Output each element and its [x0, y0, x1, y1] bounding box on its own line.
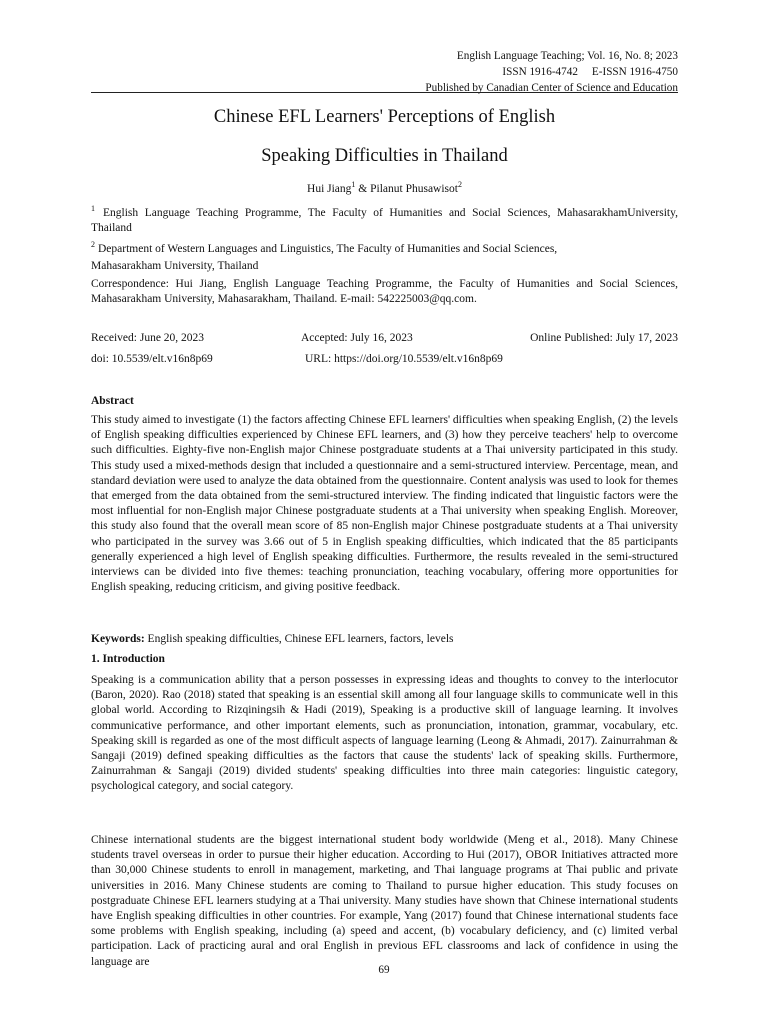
author-separator: &	[355, 182, 371, 195]
paper-title-line-1: Chinese EFL Learners' Perceptions of English	[213, 107, 556, 127]
keywords-label: Keywords:	[91, 633, 145, 645]
affiliation-mark: 2	[91, 240, 95, 249]
correspondence: Correspondence: Hui Jiang, English Language Teaching Programme, the Faculty of Humanities and Social Sciences, Mahasarakham University, Mahasarakham, Thailand. E-mail: 542225003@qq.com.	[91, 278, 678, 306]
introduction-paragraph-2: Chinese international students are the biggest international student body worldwide (Meng et al., 2018). Many Chinese students travel overseas in order to pursue their higher education. According to Hui (2017), OBOR Initiatives attracted more than 30,000 Chinese students to enroll in management, marketing, and Thai language programs at Thai public and private universities in 2016. Many Chinese students are coming to Thailand to pursue higher education. This study focuses on postgraduate Chinese EFL learners studying at a Thai university. Many studies have shown that Chinese international students have English speaking difficulties in other countries. For example, Yang (2017) found that Chinese international students face some problems with English speaking, including (a) speed and accent, (b) vocabulary deficiency, and (c) limited verbal participation. Lack of practicing aural and oral English in previous EFL classrooms and lack of confidence in using the language are	[91, 834, 678, 968]
journal-publisher: Published by Canadian Center of Science and Education	[425, 82, 678, 94]
keywords-text: English speaking difficulties, Chinese EFL learners, factors, levels	[144, 633, 454, 645]
url-link[interactable]: URL: https://doi.org/10.5539/elt.v16n8p69	[305, 353, 503, 365]
abstract-text: This study aimed to investigate (1) the factors affecting Chinese EFL learners' difficulties when speaking English, (2) the levels of English speaking difficulties experienced by Chinese EFL learners, and (3) how they perceive teachers' help to overcome such difficulties. Eighty-five non-English major Chinese postgraduate students at a Thai university participated in this study. This study used a mixed-methods design that included a questionnaire and a semi-structured interview. Percentage, mean, and standard deviation were used to analyze the data obtained from the questionnaire. Content analysis was used to look for themes that emerged from the data obtained from the semi-structured interview. The finding indicated that linguistic factors were the most influential for non-English major Chinese postgraduate students at a Thai university when speaking English. Moreover, this study also found that the overall mean score of 85 non-English major Chinese postgraduate students at a Thai university who participated in the survey was 3.66 out of 5 in English speaking difficulties, which indicated that the 85 participants generally experienced a high level of English speaking difficulties. Furthermore, the results revealed in the semi-structured interviews can be divided into five themes: teaching pronunciation, teaching vocabulary, offering more opportunities for English speaking, reducing criticism, and giving positive feedback.	[91, 414, 678, 594]
author-list	[91, 180, 678, 195]
abstract-heading: Abstract	[91, 395, 134, 407]
affiliation-text: English Language Teaching Programme, The Faculty of Humanities and Social Sciences, MahasarakhamUniversity, Thailand	[91, 206, 678, 235]
journal-citation: English Language Teaching; Vol. 16, No. 8; 2023	[456, 50, 678, 62]
author-affiliation-mark: 1	[351, 180, 356, 189]
author-name: Hui Jiang	[307, 182, 352, 195]
page-number: 69	[378, 964, 390, 976]
author-name: Pilanut Phusawisot	[370, 182, 458, 195]
journal-header	[425, 48, 678, 96]
affiliation-text: Department of Western Languages and Linguistics, The Faculty of Humanities and Social Sciences,	[98, 242, 558, 255]
keywords	[91, 632, 678, 647]
author-affiliation-mark: 2	[457, 180, 462, 189]
paper-title-line-2: Speaking Difficulties in Thailand	[261, 146, 508, 166]
affiliation-2-continued: Mahasarakham University, Thailand	[91, 260, 259, 272]
introduction-paragraph-1: Speaking is a communication ability that a person possesses in expressing ideas and thoughts to convey to the interlocutor (Baron, 2020). Rao (2018) stated that speaking is an essential skill among all four language skills to communicate well in this global world. According to Rizqiningsih & Hadi (2019), Speaking is a productive skill of language learning. It involves communicative performance, and other important elements, such as pronunciation, intonation, grammar, vocabulary, etc. Speaking skill is regarded as one of the most difficult aspects of language learning (Leong & Ahmadi, 2017). Zainurrahman & Sangaji (2019) defined speaking difficulties as the factors that cause the students' lack of speaking skills. Furthermore, Zainurrahman & Sangaji (2019) divided students' speaking difficulties into three main categories: linguistic category, psychological category, and social category.	[91, 674, 678, 793]
received-date: Received: June 20, 2023	[91, 332, 205, 344]
affiliation-mark: 1	[91, 204, 95, 213]
doi-text: doi: 10.5539/elt.v16n8p69	[91, 353, 213, 365]
header-rule	[91, 92, 678, 93]
introduction-heading: 1. Introduction	[91, 653, 165, 665]
affiliation-1	[91, 201, 678, 236]
affiliation-2	[91, 237, 678, 257]
journal-issn: ISSN 1916-4742 E-ISSN 1916-4750	[502, 66, 678, 78]
accepted-date: Accepted: July 16, 2023	[301, 332, 413, 344]
published-date: Online Published: July 17, 2023	[530, 332, 678, 344]
identifier-row	[91, 353, 678, 369]
date-row	[91, 332, 678, 348]
